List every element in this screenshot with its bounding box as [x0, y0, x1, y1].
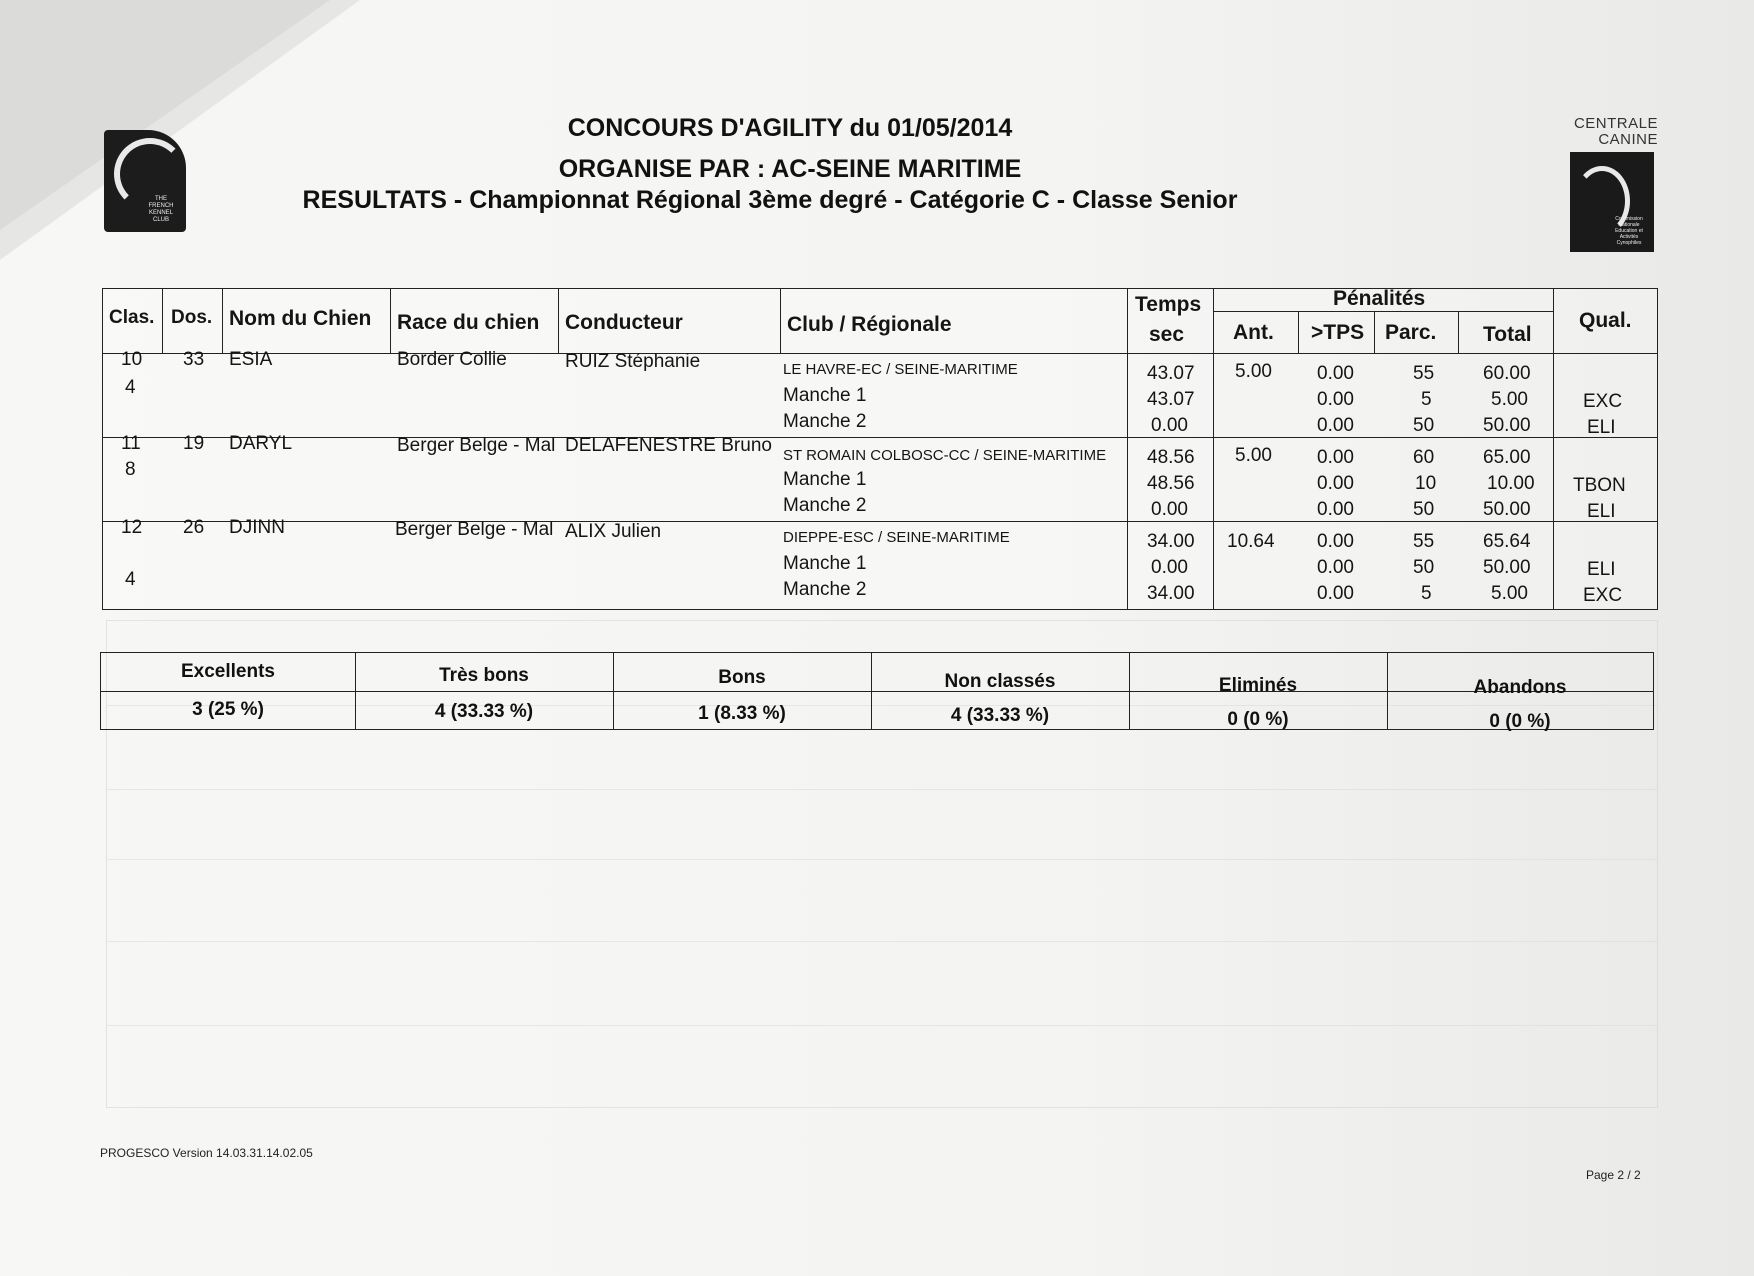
col-race: Race du chien: [397, 311, 540, 334]
col-temps-unit: sec: [1149, 323, 1185, 346]
summary-bons-value: 1 (8.33 %): [698, 703, 786, 724]
entry-clas-sub: 4: [125, 377, 136, 398]
entry-conducteur: RUIZ Stéphanie: [565, 351, 701, 372]
manche-total: 5.00: [1491, 583, 1528, 604]
manche-total: 5.00: [1491, 389, 1528, 410]
summary-elimines-value: 0 (0 %): [1227, 709, 1289, 730]
entry-dos: 33: [183, 349, 205, 370]
col-dos: Dos.: [171, 307, 213, 328]
organizer-title: ORGANISE PAR : AC-SEINE MARITIME: [558, 155, 1022, 183]
entry-clas: 10: [121, 349, 143, 370]
manche-temps: 48.56: [1147, 473, 1195, 494]
entry-ant: 5.00: [1235, 361, 1272, 382]
results-title: RESULTATS - Championnat Régional 3ème degré - Catégorie C - Classe Senior: [302, 186, 1238, 214]
summary-table: [100, 652, 1654, 730]
manche-tps: 0.00: [1317, 389, 1354, 410]
entry-clas: 12: [121, 517, 143, 538]
entry-clas: 11: [121, 433, 141, 454]
entry-total: 65.64: [1483, 531, 1531, 552]
col-total: Total: [1483, 323, 1532, 346]
summary-abandons-value: 0 (0 %): [1489, 711, 1551, 732]
results-table: [102, 288, 1658, 610]
entry-tps: 0.00: [1317, 447, 1354, 468]
entry-parc: 55: [1413, 531, 1435, 552]
entry-dos: 26: [183, 517, 205, 538]
manche-temps: 0.00: [1151, 557, 1188, 578]
manche-total: 50.00: [1483, 499, 1531, 520]
entry-clas-sub: 8: [125, 459, 136, 480]
col-qual: Qual.: [1579, 309, 1632, 332]
col-penalites: Pénalités: [1333, 287, 1426, 310]
manche-qual: EXC: [1583, 585, 1623, 606]
entry-race: Border Collie: [397, 349, 507, 370]
summary-tres-bons-value: 4 (33.33 %): [434, 701, 534, 722]
manche-parc: 50: [1413, 499, 1435, 520]
entry-parc: 55: [1413, 363, 1435, 384]
col-parc: Parc.: [1385, 321, 1437, 344]
entry-tps: 0.00: [1317, 363, 1354, 384]
manche-parc: 5: [1421, 389, 1432, 410]
manche-tps: 0.00: [1317, 557, 1354, 578]
manche-temps: 0.00: [1151, 415, 1188, 436]
entry-temps: 34.00: [1147, 531, 1195, 552]
summary-excellents-value: 3 (25 %): [192, 699, 264, 720]
manche-label: Manche 2: [783, 579, 867, 600]
summary-non-classes-value: 4 (33.33 %): [950, 705, 1050, 726]
manche-label: Manche 2: [783, 495, 867, 516]
entry-parc: 60: [1413, 447, 1435, 468]
manche-label: Manche 2: [783, 411, 867, 432]
french-kennel-club-logo: THE FRENCH KENNEL CLUB: [104, 130, 186, 232]
col-temps: Temps: [1135, 293, 1202, 316]
software-version: PROGESCO Version 14.03.31.14.02.05: [100, 1146, 313, 1160]
manche-tps: 0.00: [1317, 473, 1354, 494]
manche-tps: 0.00: [1317, 583, 1354, 604]
manche-total: 50.00: [1483, 557, 1531, 578]
entry-club: LE HAVRE-EC / SEINE-MARITIME: [783, 361, 1018, 378]
entry-ant: 5.00: [1235, 445, 1272, 466]
entry-ant: 10.64: [1227, 531, 1275, 552]
col-clas: Clas.: [109, 307, 155, 328]
manche-temps: 0.00: [1151, 499, 1188, 520]
manche-total: 10.00: [1487, 473, 1535, 494]
manche-qual: ELI: [1587, 559, 1616, 580]
manche-qual: EXC: [1583, 391, 1623, 412]
manche-qual: ELI: [1587, 501, 1616, 522]
manche-temps: 34.00: [1147, 583, 1195, 604]
manche-parc: 50: [1413, 415, 1435, 436]
page-number: Page 2 / 2: [1586, 1168, 1641, 1182]
summary-bons-label: Bons: [718, 667, 766, 688]
centrale-canine-logo: CENTRALE CANINE Commission Nationale Education et Activités Cynophiles: [1568, 116, 1658, 256]
event-title: CONCOURS D'AGILITY du 01/05/2014: [567, 114, 1013, 142]
manche-qual: TBON: [1573, 475, 1626, 496]
manche-parc: 50: [1413, 557, 1435, 578]
entry-race: Berger Belge - Mal: [395, 519, 554, 540]
entry-conducteur: DELAFENESTRE Bruno: [565, 435, 772, 456]
entry-club: DIEPPE-ESC / SEINE-MARITIME: [783, 529, 1010, 546]
manche-label: Manche 1: [783, 553, 867, 574]
manche-label: Manche 1: [783, 469, 867, 490]
manche-label: Manche 1: [783, 385, 867, 406]
col-ant: Ant.: [1233, 321, 1274, 344]
summary-tres-bons-label: Très bons: [439, 665, 529, 686]
entry-conducteur: ALIX Julien: [565, 521, 662, 542]
entry-temps: 43.07: [1147, 363, 1195, 384]
entry-nom: ESIA: [229, 349, 273, 370]
entry-total: 60.00: [1483, 363, 1531, 384]
manche-tps: 0.00: [1317, 415, 1354, 436]
entry-clas-sub: 4: [125, 569, 136, 590]
col-club: Club / Régionale: [787, 313, 952, 336]
summary-abandons-label: Abandons: [1473, 677, 1567, 698]
manche-parc: 5: [1421, 583, 1432, 604]
entry-temps: 48.56: [1147, 447, 1195, 468]
entry-total: 65.00: [1483, 447, 1531, 468]
col-nom: Nom du Chien: [229, 307, 372, 330]
entry-club: ST ROMAIN COLBOSC-CC / SEINE-MARITIME: [783, 447, 1107, 464]
col-tps: >TPS: [1311, 321, 1365, 344]
manche-parc: 10: [1415, 473, 1437, 494]
summary-elimines-label: Eliminés: [1218, 675, 1298, 696]
manche-temps: 43.07: [1147, 389, 1195, 410]
entry-nom: DJINN: [229, 517, 285, 538]
col-conducteur: Conducteur: [565, 311, 683, 334]
manche-qual: ELI: [1587, 417, 1616, 438]
entry-race: Berger Belge - Mal: [397, 435, 556, 456]
entry-dos: 19: [183, 433, 205, 454]
entry-tps: 0.00: [1317, 531, 1354, 552]
summary-non-classes-label: Non classés: [944, 671, 1056, 692]
entry-nom: DARYL: [229, 433, 293, 454]
manche-tps: 0.00: [1317, 499, 1354, 520]
manche-total: 50.00: [1483, 415, 1531, 436]
summary-excellents-label: Excellents: [181, 661, 275, 682]
